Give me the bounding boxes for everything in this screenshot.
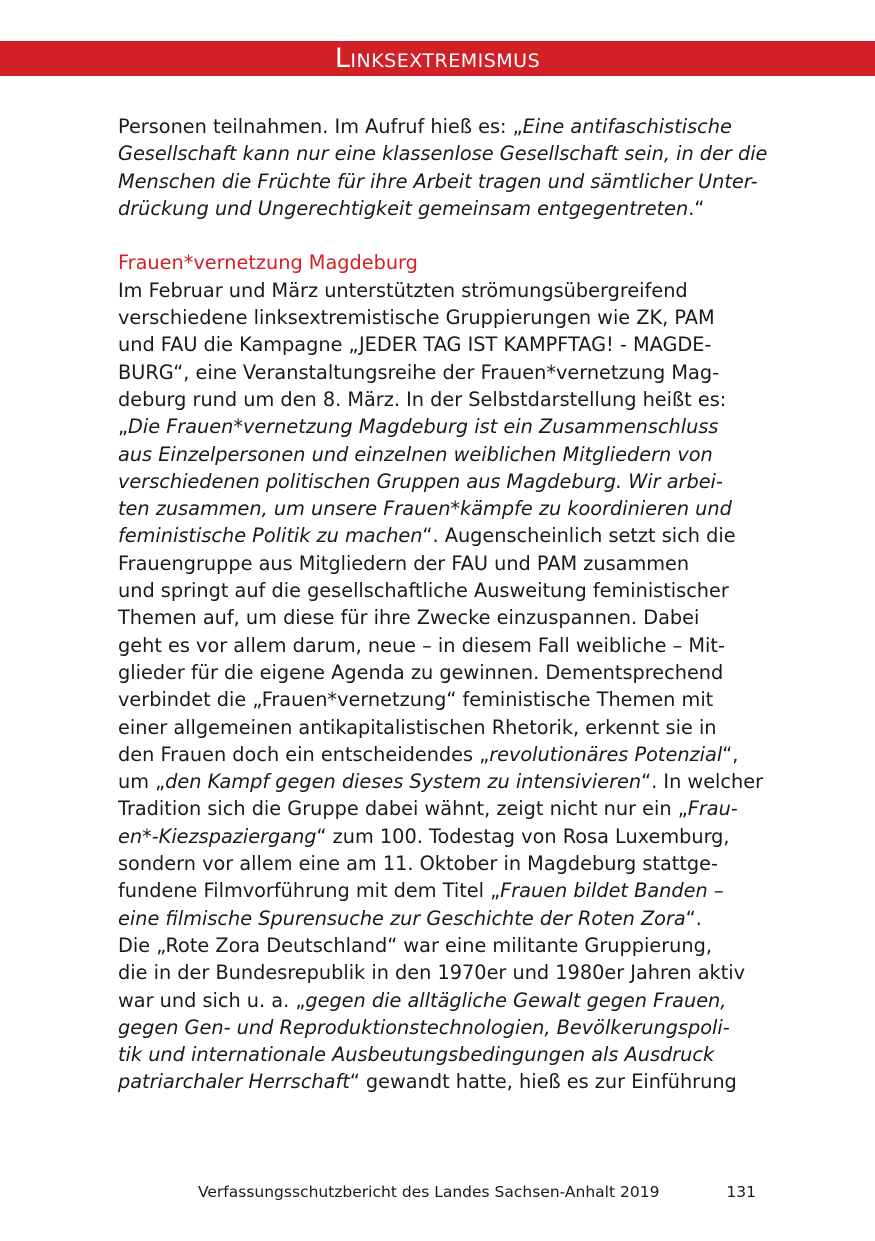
text-line — [118, 331, 758, 358]
text-line — [118, 577, 758, 604]
text-line — [118, 168, 758, 195]
text-segment: “. — [685, 906, 702, 930]
italic-quote-segment: Menschen die Früchte für ihre Arbeit tragen und sämtlicher Unter- — [118, 169, 758, 193]
italic-quote-segment: den Kampf gegen dieses System zu intensivieren — [165, 770, 642, 794]
section-paragraph — [118, 277, 764, 1096]
text-line — [118, 113, 758, 140]
footer-title: Verfassungsschutzbericht des Landes Sachsen-Anhalt 2019 — [198, 1183, 660, 1201]
italic-quote-segment: tik und internationale Ausbeutungsbedingungen als Ausdruck — [118, 1043, 715, 1067]
text-segment: deburg rund um den 8. März. In der Selbstdarstellung heißt es: — [118, 387, 727, 411]
italic-quote-segment: revolutionäres Potenzial — [489, 742, 723, 766]
text-segment: den Frauen doch ein entscheidendes „ — [118, 742, 490, 766]
text-segment: sondern vor allem eine am 11. Oktober in Magdeburg stattge- — [118, 852, 718, 876]
text-line — [118, 441, 758, 468]
text-line — [118, 195, 758, 222]
text-line — [118, 386, 758, 413]
text-line — [118, 714, 758, 741]
italic-quote-segment: drückung und Ungerechtigkeit gemeinsam entgegentreten — [118, 196, 689, 220]
italic-quote-segment: Frau- — [687, 797, 738, 821]
text-line — [118, 632, 758, 659]
text-line — [118, 959, 758, 986]
text-segment: “ gewandt hatte, hieß es zur Einführung — [349, 1070, 737, 1094]
italic-quote-segment: patriarchaler Herrschaft — [118, 1070, 350, 1094]
text-segment: verbindet die „Frauen*vernetzung“ feministische Themen mit — [118, 688, 714, 712]
italic-quote-segment: Gesellschaft kann nur eine klassenlose Gesellschaft sein, in der die — [118, 142, 768, 166]
italic-quote-segment: gegen Gen- und Reproduktionstechnologien, Bevölkerungspoli- — [118, 1015, 730, 1039]
text-segment: um „ — [118, 770, 166, 794]
italic-quote-segment: verschiedenen politischen Gruppen aus Magdeburg. Wir arbei- — [118, 469, 723, 493]
text-line — [118, 604, 758, 631]
italic-quote-segment: Frauen bildet Banden – — [500, 879, 724, 903]
section-heading: Frauen*vernetzung Magdeburg — [118, 251, 418, 275]
text-segment: verschiedene linksextremistische Gruppierungen wie ZK, PAM — [118, 306, 715, 330]
italic-quote-segment: Eine antifaschistische — [522, 115, 732, 138]
text-segment: „ — [118, 415, 128, 439]
text-line — [118, 468, 758, 495]
text-line — [118, 304, 758, 331]
text-segment: Frauengruppe aus Mitgliedern der FAU und PAM zusammen — [118, 551, 690, 575]
text-line — [118, 1014, 758, 1041]
text-line — [118, 877, 758, 904]
paragraph-spacer — [118, 222, 758, 249]
text-segment: “. Augenscheinlich setzt sich die — [422, 524, 736, 548]
text-line — [118, 905, 758, 932]
text-segment: .“ — [688, 196, 705, 220]
text-line — [118, 686, 758, 713]
italic-quote-segment: Die Frauen*vernetzung Magdeburg ist ein Zusammenschluss — [128, 415, 719, 439]
italic-quote-segment: aus Einzelpersonen und einzelnen weiblichen Mitgliedern von — [118, 442, 713, 466]
text-line — [118, 987, 758, 1014]
text-segment: Tradition sich die Gruppe dabei wähnt, zeigt nicht nur ein „ — [118, 797, 688, 821]
text-line — [118, 277, 758, 304]
text-segment: “ zum 100. Todestag von Rosa Luxemburg, — [316, 824, 730, 848]
text-line — [118, 1068, 758, 1095]
italic-quote-segment: eine filmische Spurensuche zur Geschichte der Roten Zora — [118, 906, 686, 930]
text-segment: BURG“, eine Veranstaltungsreihe der Frauen*vernetzung Mag- — [118, 360, 720, 384]
text-line — [118, 768, 764, 795]
text-line — [118, 550, 758, 577]
text-line — [118, 522, 758, 549]
text-segment: Im Februar und März unterstützten strömungsübergreifend — [118, 278, 688, 302]
italic-quote-segment: en*-Kiezspaziergang — [118, 824, 317, 848]
text-line — [118, 1041, 758, 1068]
text-segment: glieder für die eigene Agenda zu gewinnen. Dementsprechend — [118, 660, 724, 684]
text-segment: Themen auf, um diese für ihre Zwecke einzuspannen. Dabei — [118, 606, 700, 630]
text-segment: die in der Bundesrepublik in den 1970er und 1980er Jahren aktiv — [118, 961, 746, 985]
text-line — [118, 495, 758, 522]
text-line — [118, 795, 758, 822]
text-line — [118, 413, 758, 440]
text-line — [118, 140, 768, 167]
section-title: Linksextremismus — [334, 43, 541, 74]
text-segment: einer allgemeinen antikapitalistischen Rhetorik, erkennt sie in — [118, 715, 717, 739]
text-segment: und springt auf die gesellschaftliche Ausweitung feministischer — [118, 579, 729, 603]
italic-quote-segment: ten zusammen, um unsere Frauen*kämpfe zu koordinieren und — [118, 497, 732, 521]
text-segment: “. In welcher — [641, 770, 764, 794]
text-line — [118, 850, 758, 877]
text-line — [118, 932, 758, 959]
body-text — [118, 113, 768, 1096]
text-line — [118, 659, 758, 686]
text-segment: “, — [722, 742, 739, 766]
text-line — [118, 741, 758, 768]
text-segment: und FAU die Kampagne „JEDER TAG IST KAMPFTAG! - MAGDE- — [118, 333, 712, 357]
text-line — [118, 359, 758, 386]
text-segment: fundene Filmvorführung mit dem Titel „ — [118, 879, 501, 903]
section-header-bar — [0, 41, 875, 76]
text-line — [118, 823, 758, 850]
italic-quote-segment: feministische Politik zu machen — [118, 524, 423, 548]
page-number: 131 — [726, 1183, 756, 1201]
text-segment: Personen teilnahmen. Im Aufruf hieß es: „ — [118, 115, 523, 138]
text-segment: Die „Rote Zora Deutschland“ war eine militante Gruppierung, — [118, 933, 712, 957]
italic-quote-segment: gegen die alltägliche Gewalt gegen Frauen, — [305, 988, 727, 1012]
text-segment: geht es vor allem darum, neue – in diesem Fall weibliche – Mit- — [118, 633, 725, 657]
intro-paragraph — [118, 113, 768, 222]
text-segment: war und sich u. a. „ — [118, 988, 306, 1012]
